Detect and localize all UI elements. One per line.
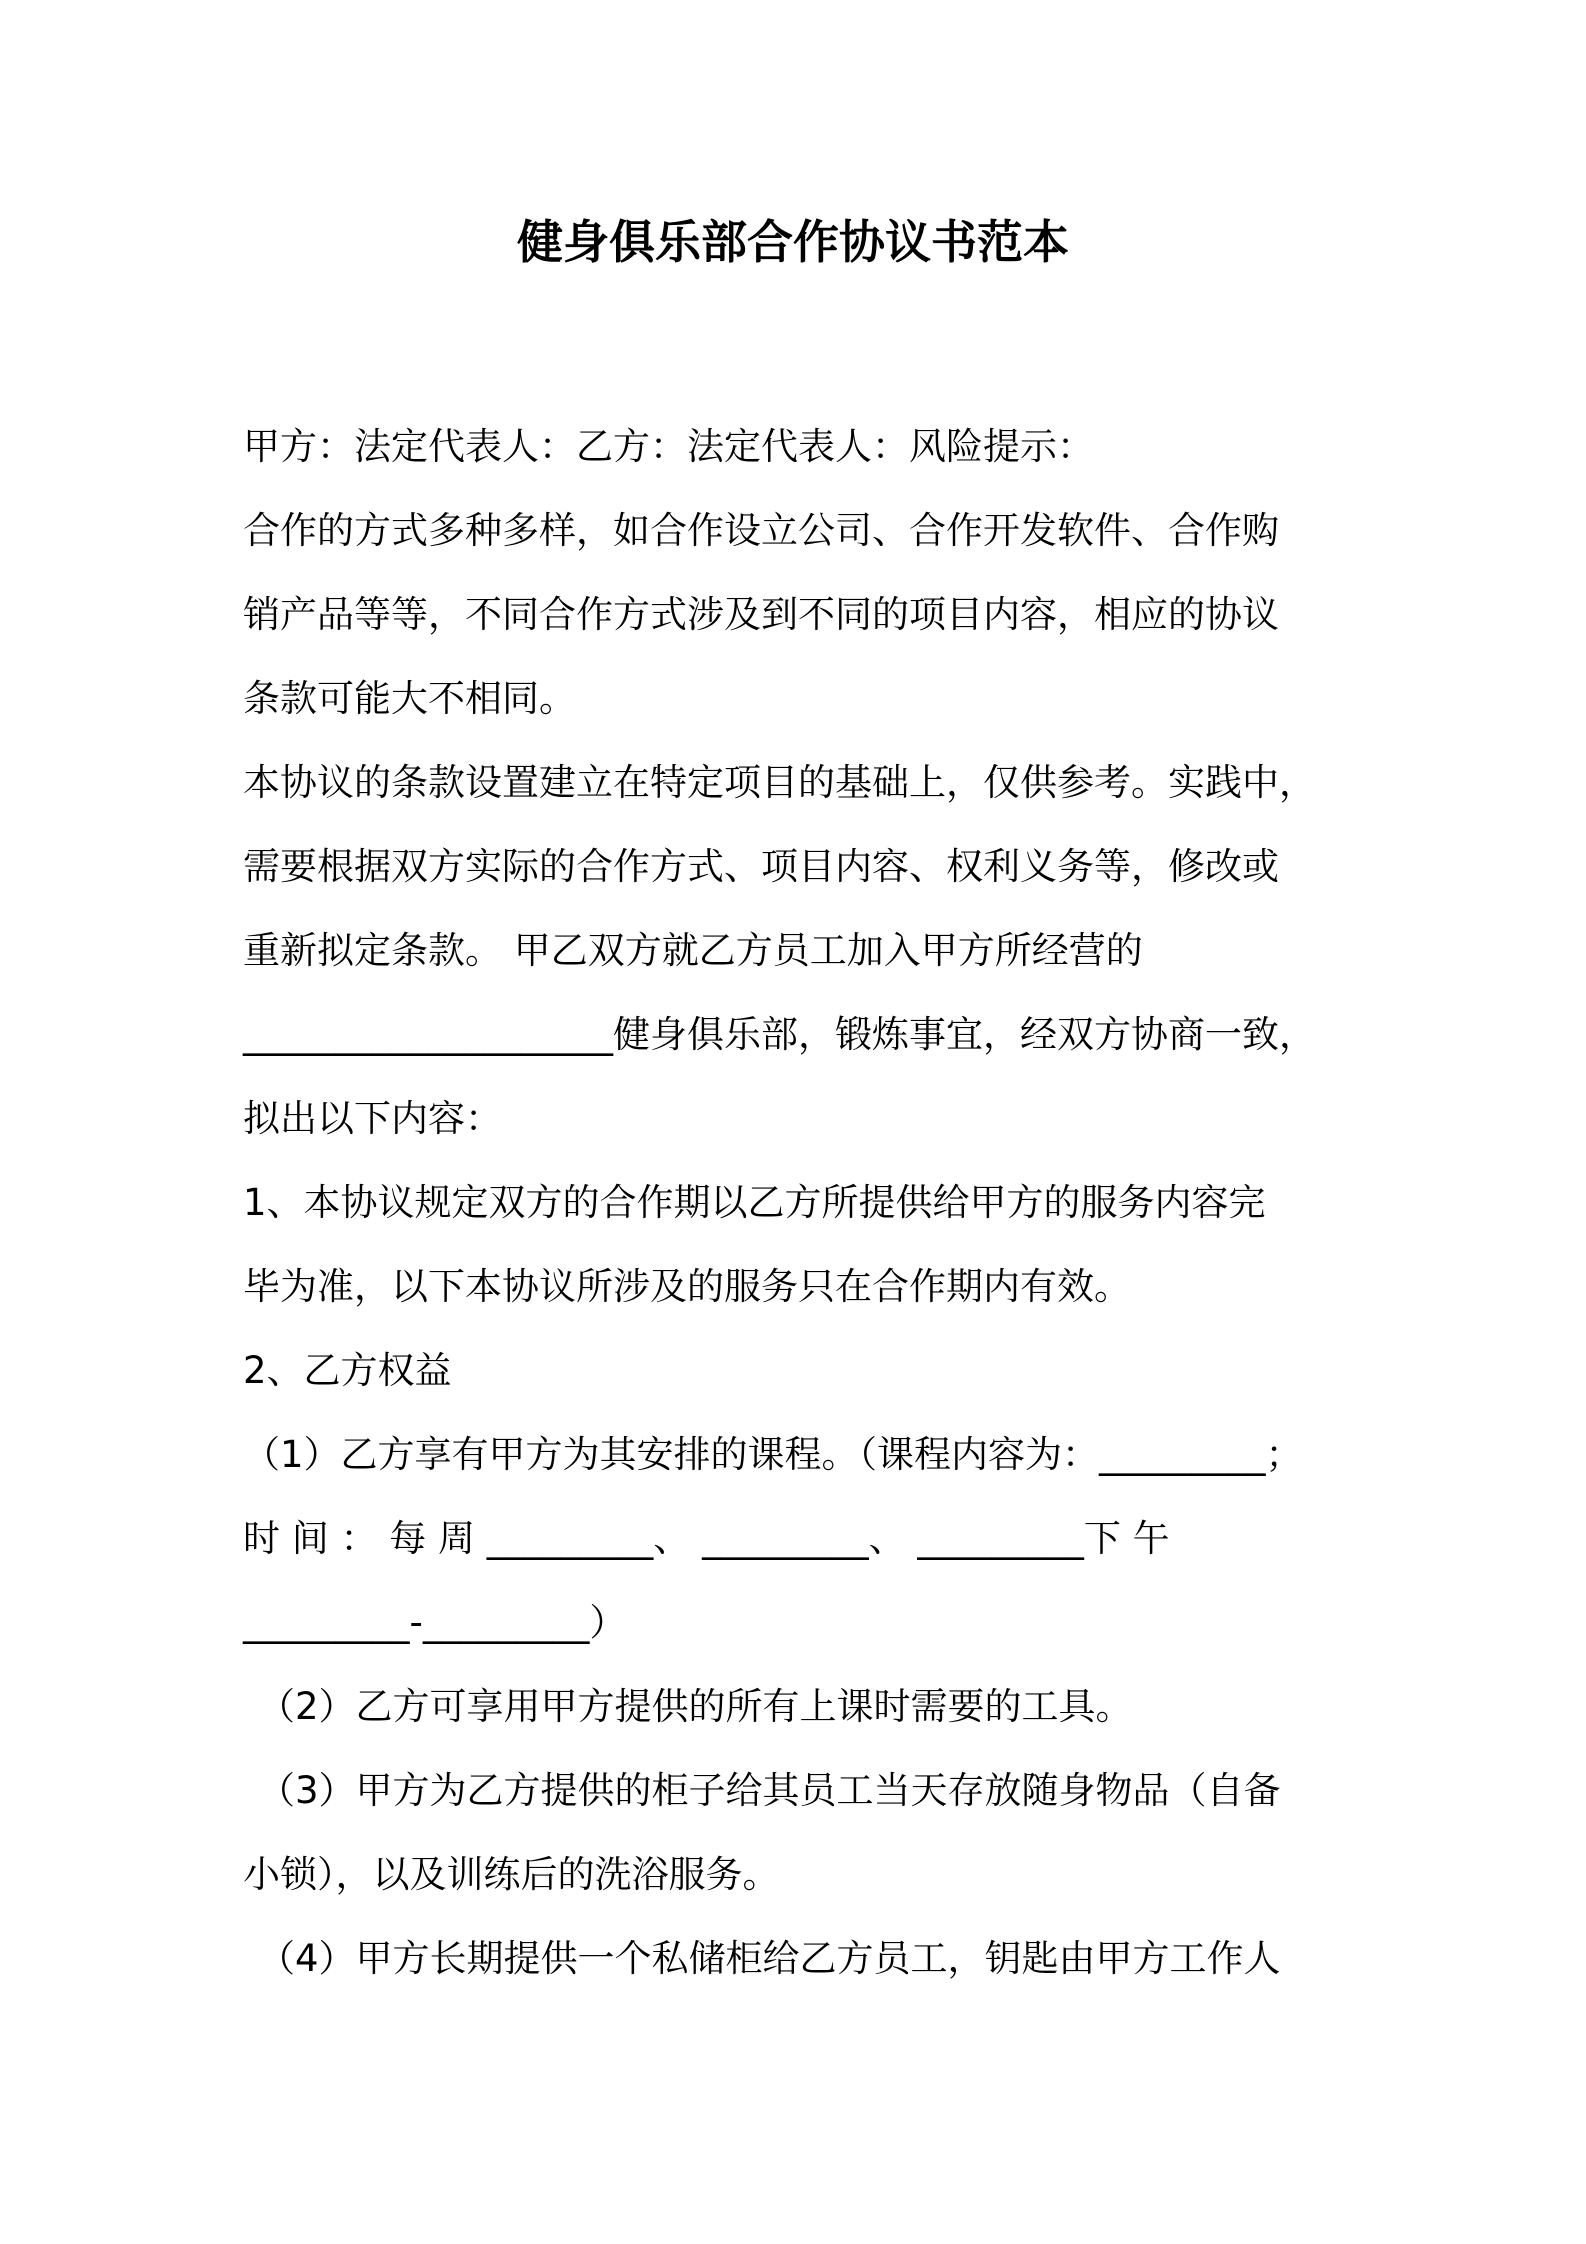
schedule-time-line: _________-_________）	[243, 1601, 627, 1644]
document-body	[243, 405, 1348, 2001]
paragraph-line: 需要根据双方实际的合作方式、项目内容、权利义务等，修改或	[243, 845, 1279, 888]
sub-clause-2-line: （2）乙方可享用甲方提供的所有上课时需要的工具。	[258, 1685, 1133, 1728]
sub-clause-1-line: （1）乙方享有甲方为其安排的课程。（课程内容为：_________；	[243, 1433, 1303, 1476]
sub-clause-3-line: 小锁），以及训练后的洗浴服务。	[243, 1853, 780, 1896]
clause-2-heading: 2、乙方权益	[243, 1349, 452, 1392]
clause-1-line: 毕为准，以下本协议所涉及的服务只在合作期内有效。	[243, 1265, 1131, 1308]
parties-line: 甲方：法定代表人：乙方：法定代表人：风险提示：	[243, 425, 1094, 468]
sub-clause-3-line: （3）甲方为乙方提供的柜子给其员工当天存放随身物品（自备	[258, 1769, 1281, 1812]
paragraph-line: 重新拟定条款。 甲乙双方就乙方员工加入甲方所经营的	[243, 929, 1143, 972]
club-name-line: ____________________健身俱乐部，锻炼事宜，经双方协商一致，	[243, 1013, 1316, 1056]
clause-1-line: 1、本协议规定双方的合作期以乙方所提供给甲方的服务内容完	[243, 1181, 1266, 1224]
schedule-line: 时 间 ： 每 周 _________、 _________、 _________下 午	[243, 1517, 1170, 1560]
sub-clause-4-line: （4）甲方长期提供一个私储柜给乙方员工，钥匙由甲方工作人	[258, 1937, 1281, 1980]
paragraph-line: 条款可能大不相同。	[243, 677, 576, 720]
paragraph-line: 合作的方式多种多样，如合作设立公司、合作开发软件、合作购	[243, 509, 1279, 552]
paragraph-line: 拟出以下内容：	[243, 1097, 502, 1140]
paragraph-line: 销产品等等，不同合作方式涉及到不同的项目内容，相应的协议	[243, 593, 1279, 636]
paragraph-line: 本协议的条款设置建立在特定项目的基础上，仅供参考。实践中，	[243, 761, 1316, 804]
document-title: 健身俱乐部合作协议书范本	[517, 215, 1069, 269]
